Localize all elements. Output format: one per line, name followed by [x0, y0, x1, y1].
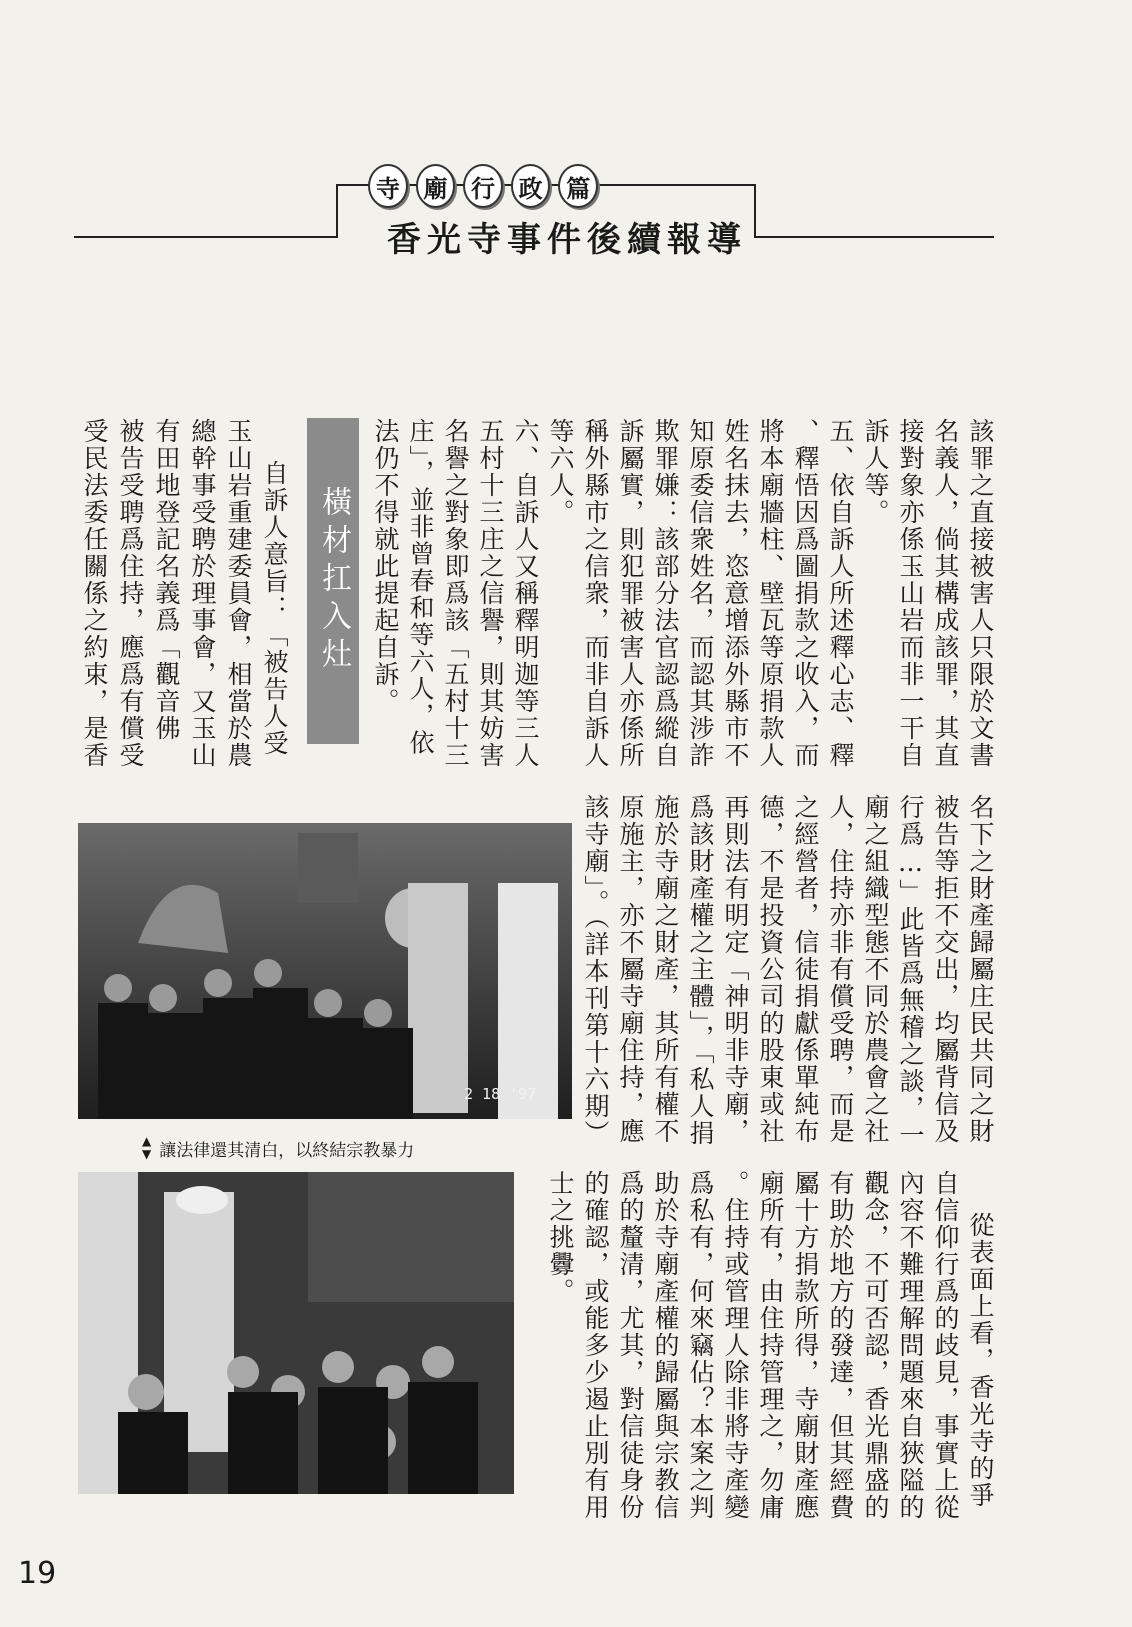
text-column: 五村十三庄之信譽，則其妨害 — [476, 418, 505, 769]
text-column: 總幹事受聘於理事會，又玉山 — [188, 418, 217, 769]
subhead: 橫材扛入灶 — [307, 418, 359, 744]
section-char: 政 — [511, 164, 551, 208]
section-char: 行 — [463, 164, 503, 208]
text-column: 等六人。 — [546, 418, 575, 526]
text-column: 從表面上看，香光寺的爭 — [966, 1212, 995, 1509]
text-column: 名義人，倘其構成該罪，其直 — [931, 418, 960, 769]
text-column: 五、依自訴人所述釋心志、釋 — [826, 418, 855, 769]
text-column: 被告受聘爲住持，應爲有償受 — [116, 418, 145, 769]
photo-caption — [142, 1132, 522, 1164]
text-column: 該罪之直接被害人只限於文書 — [966, 418, 995, 769]
text-column: 德，不是投資公司的股東或社 — [756, 794, 785, 1145]
header-rule-left — [74, 236, 338, 238]
text-column: 爲的釐清，尤其，對信徒身份 — [616, 1170, 645, 1521]
text-column: 廟所有，由住持管理之，勿庸 — [756, 1170, 785, 1521]
text-column: 名下之財產歸屬庄民共同之財 — [966, 794, 995, 1145]
up-down-arrow-icon: ▲ ▼ — [142, 1134, 152, 1161]
text-column: 庄」，並非曾春和等六人，依 — [406, 418, 435, 757]
photo-bottom-image — [78, 1172, 514, 1494]
section-char: 寺 — [368, 164, 408, 208]
text-column: 該寺廟」。（詳本刊第十六期） — [581, 794, 610, 1147]
text-column: 、釋悟因爲圖捐款之收入，而 — [791, 418, 820, 769]
text-column: 被告等拒不交出，均屬背信及 — [931, 794, 960, 1145]
text-column: 訴屬實，則犯罪被害人亦係所 — [616, 418, 645, 769]
text-column: 接對象亦係玉山岩而非一干自 — [896, 418, 925, 769]
text-column: 爲私有，何來竊佔？本案之判 — [686, 1170, 715, 1521]
text-column: 行爲…」此皆爲無稽之談，一 — [896, 794, 925, 1149]
text-column: 欺罪嫌：該部分法官認爲縱自 — [651, 418, 680, 769]
text-column: 六、自訴人又稱釋明迦等三人 — [511, 418, 540, 769]
text-column: 法仍不得就此提起自訴。 — [371, 418, 400, 715]
text-column: 助於寺廟產權的歸屬與宗教信 — [651, 1170, 680, 1521]
section-label — [368, 164, 598, 208]
text-column: 自信仰行爲的歧見，事實上從 — [931, 1170, 960, 1521]
text-column: 原施主，亦不屬寺廟住持，應 — [616, 794, 645, 1145]
text-column: 人，住持亦非有償受聘，而是 — [826, 794, 855, 1145]
text-column: 爲該財產權之主體」，「私人捐 — [686, 794, 715, 1147]
text-column: 內容不難理解問題來自狹隘的 — [896, 1170, 925, 1521]
text-column: 有田地登記名義爲「觀音佛 — [152, 418, 181, 742]
text-column: 再則法有明定「神明非寺廟， — [721, 794, 750, 1145]
header-rule-right — [754, 236, 994, 238]
section-char: 篇 — [558, 164, 598, 208]
photo-timestamp: 2 18 '97 — [464, 1085, 537, 1103]
text-column: 受民法委任關係之約束，是香 — [80, 418, 109, 769]
photo-bottom — [78, 1172, 514, 1494]
text-column: 訴人等。 — [861, 418, 890, 526]
photo-top-image — [78, 823, 572, 1119]
text-column: 觀念，不可否認，香光鼎盛的 — [861, 1170, 890, 1521]
text-column: 的確認，或能多少遏止別有用 — [581, 1170, 610, 1521]
text-column: 稱外縣市之信衆，而非自訴人 — [581, 418, 610, 769]
text-column: 施於寺廟之財產，其所有權不 — [651, 794, 680, 1145]
text-column: 名譽之對象即爲該「五村十三 — [441, 418, 470, 769]
text-column: 知原委信衆姓名，而認其涉詐 — [686, 418, 715, 769]
header-rule-left-riser — [336, 185, 338, 238]
page-number: 19 — [18, 1556, 57, 1591]
text-column: 玉山岩重建委員會，相當於農 — [224, 418, 253, 769]
text-column: 。住持或管理人除非將寺產變 — [721, 1170, 750, 1521]
text-column: 廟之組織型態不同於農會之社 — [861, 794, 890, 1145]
photo-top — [78, 823, 572, 1119]
page-title: 香光寺事件後續報導 — [387, 220, 747, 260]
text-column: 將本廟牆柱、壁瓦等原捐款人 — [756, 418, 785, 769]
text-column: 有助於地方的發達，但其經費 — [826, 1170, 855, 1521]
section-char: 廟 — [416, 164, 456, 208]
text-column: 屬十方捐款所得，寺廟財產應 — [791, 1170, 820, 1521]
text-column: 姓名抹去，恣意增添外縣市不 — [721, 418, 750, 769]
text-column: 士之挑釁。 — [546, 1170, 575, 1305]
text-column: 之經營者，信徒捐獻係單純布 — [791, 794, 820, 1145]
caption-text: 讓法律還其清白，以終結宗教暴力 — [159, 1140, 415, 1161]
text-column: 自訴人意旨：「被告人受 — [260, 460, 289, 757]
